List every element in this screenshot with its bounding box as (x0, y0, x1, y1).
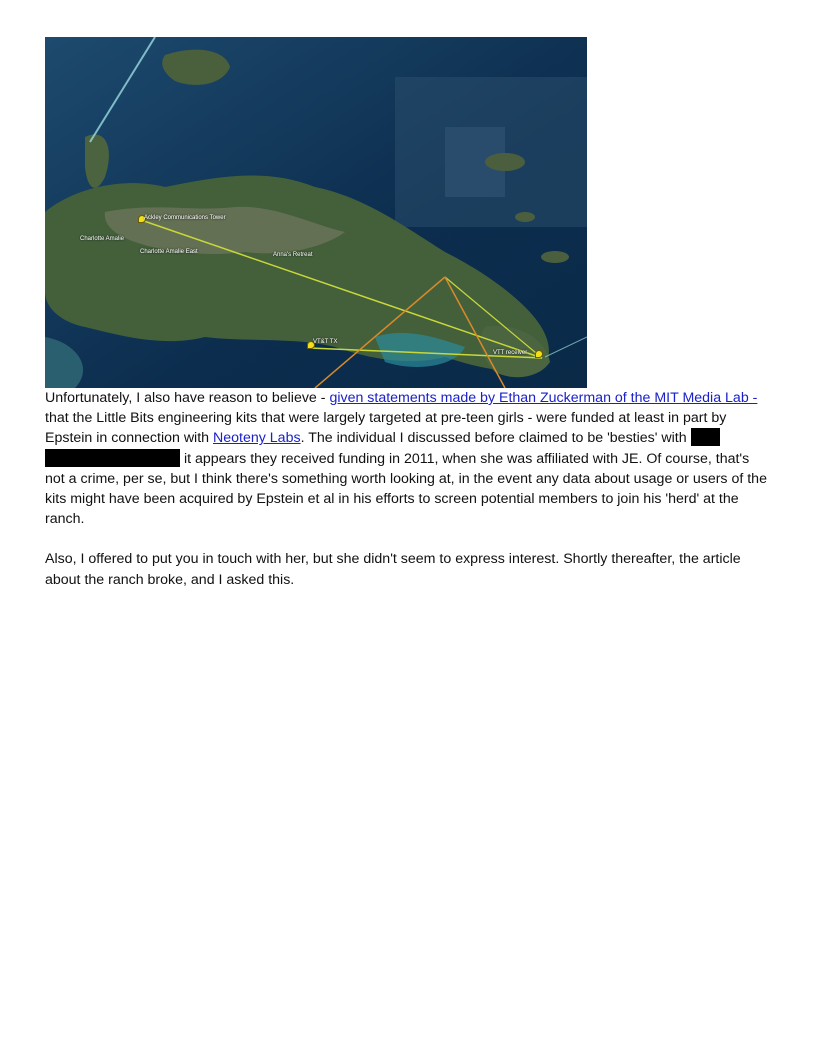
para1-text-3: . The individual I discussed before claimed to be 'besties' with (300, 430, 691, 447)
para1-text-2: that the Little Bits engineering kits that were largely targeted at pre-teen girls - were funded at least in part by Epstein in connection with (45, 410, 727, 447)
map-label-charlotte-east: Charlotte Amalie East (140, 249, 198, 255)
map-label-receiver: VTT receiver (493, 350, 528, 356)
paragraph-2: Also, I offered to put you in touch with her, but she didn't seem to express interest. Shortly thereafter, the article about the ranch broke, and I asked this. (45, 551, 741, 588)
map-label-tx: VT&T TX (313, 339, 338, 345)
redaction-block-1 (691, 428, 720, 446)
map-label-annas-retreat: Anna's Retreat (273, 252, 313, 258)
map-graphic (45, 37, 587, 388)
zuckerman-link[interactable]: given statements made by Ethan Zuckerman of the MIT Media Lab - (329, 390, 758, 406)
redaction-block-2 (45, 449, 180, 467)
map-label-charlotte: Charlotte Amalie (80, 236, 125, 242)
document-body (45, 388, 771, 610)
paragraph-1 (45, 388, 771, 529)
satellite-map-image (45, 37, 587, 388)
neoteny-labs-link[interactable]: Neoteny Labs (213, 430, 301, 447)
map-label-tower: Ackley Communications Tower (144, 215, 226, 221)
receiver-pin-icon (535, 350, 543, 358)
para1-text-1: Unfortunately, I also have reason to believe - (45, 390, 330, 406)
para1-text-4: it appears they received funding in 2011, when she was affiliated with JE. Of course, that's not a crime, per se, but I think there's something worth looking at, in the event any data about usage or users of the kits might have been acquired by Epstein et al in his efforts to screen potential members to join his 'herd' at the ranch. (45, 450, 767, 528)
